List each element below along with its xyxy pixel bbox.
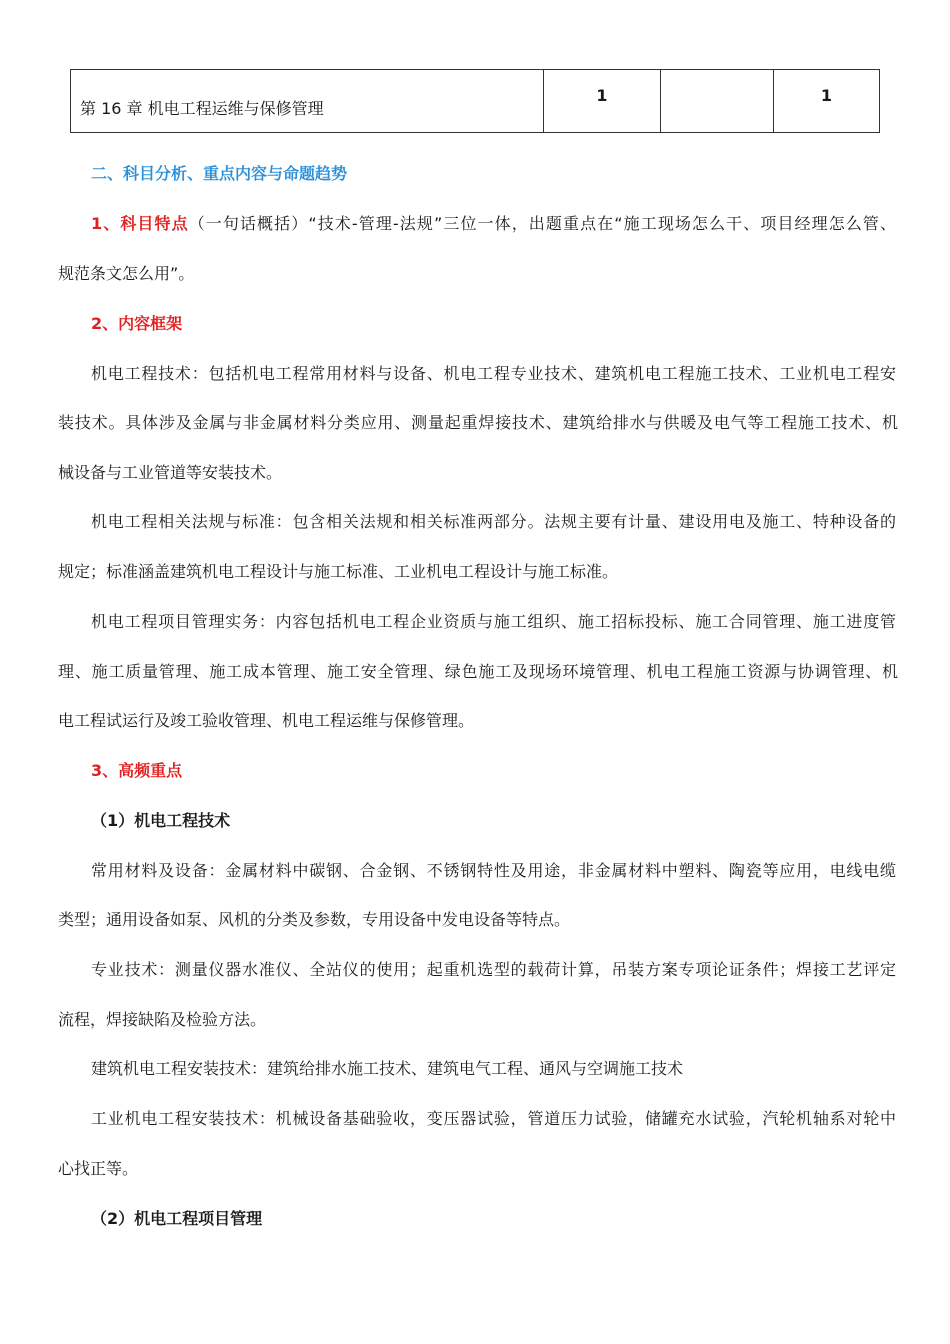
framework-heading: 2、内容框架 [91,314,183,333]
materials-line2: 类型；通用设备如泵、风机的分类及参数，专用设备中发电设备等特点。 [58,910,571,929]
framework-p3-line3: 电工程试运行及竣工验收管理、机电工程运维与保修管理。 [58,711,475,730]
section-heading: 二、科目分析、重点内容与命题趋势 [91,164,348,183]
materials-line1: 常用材料及设备：金属材料中碳钢、合金钢、不锈钢特性及用途，非金属材料中塑料、陶瓷等应用，电线电缆 [91,861,896,880]
framework-p1-line2: 装技术。具体涉及金属与非金属材料分类应用、测量起重焊接技术、建筑给排水与供暖及电气等工程施工技术、机 [58,413,898,432]
framework-p2-line1: 机电工程相关法规与标准：包含相关法规和相关标准两部分。法规主要有计量、建设用电及施工、特种设备的 [91,512,896,531]
subheading-tech: （1）机电工程技术 [91,811,231,830]
count-cell-1: 1 [544,70,661,133]
chapter-table [70,69,880,133]
feature-text: （一句话概括）“技术-管理-法规”三位一体，出题重点在“施工现场怎么干、项目经理怎么管、 [188,214,896,233]
framework-p3-line1: 机电工程项目管理实务：内容包括机电工程企业资质与施工组织、施工招标投标、施工合同管理、施工进度管 [91,612,896,631]
building-line: 建筑机电工程安装技术：建筑给排水施工技术、建筑电气工程、通风与空调施工技术 [91,1059,684,1078]
feature-label: 1、科目特点 [91,214,189,233]
framework-p2-line2: 规定；标准涵盖建筑机电工程设计与施工标准、工业机电工程设计与施工标准。 [58,562,619,581]
tech-line2: 流程，焊接缺陷及检验方法。 [58,1010,267,1029]
chapter-title-cell: 第 16 章 机电工程运维与保修管理 [71,70,544,133]
framework-p1-line3: 械设备与工业管道等安装技术。 [58,463,283,482]
industrial-line2: 心找正等。 [58,1159,139,1178]
subheading-management: （2）机电工程项目管理 [91,1209,263,1228]
industrial-line1: 工业机电工程安装技术：机械设备基础验收，变压器试验，管道压力试验，储罐充水试验，汽轮机轴系对轮中 [91,1109,896,1128]
feature-line-2: 规范条文怎么用”。 [58,264,195,283]
count-cell-3: 1 [774,70,880,133]
tech-line1: 专业技术：测量仪器水准仪、全站仪的使用；起重机选型的载荷计算，吊装方案专项论证条件；焊接工艺评定 [91,960,896,979]
table-row [71,70,880,133]
feature-line-1 [91,213,896,235]
keypoints-heading: 3、高频重点 [91,761,183,780]
count-cell-2 [661,70,774,133]
framework-p3-line2: 理、施工质量管理、施工成本管理、施工安全管理、绿色施工及现场环境管理、机电工程施工资源与协调管理、机 [58,662,898,681]
framework-p1-line1: 机电工程技术：包括机电工程常用材料与设备、机电工程专业技术、建筑机电工程施工技术、工业机电工程安 [91,364,896,383]
